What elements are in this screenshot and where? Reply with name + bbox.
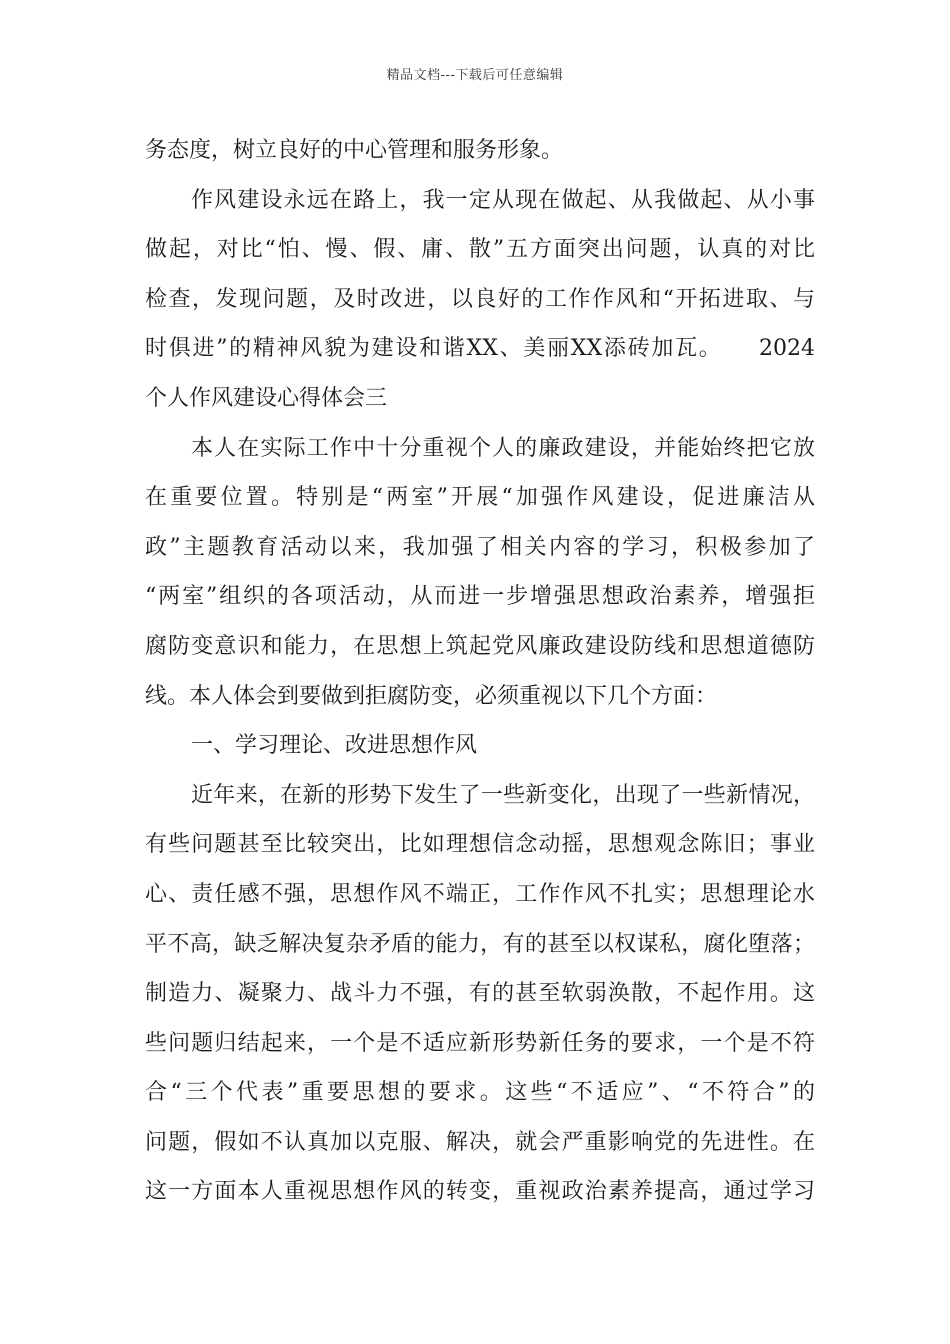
text-line: 平不高，缺乏解决复杂矛盾的能力，有的甚至以权谋私，腐化堕落；: [145, 931, 815, 957]
text-line: 近年来，在新的形势下发生了一些新变化，出现了一些新情况，: [191, 782, 815, 808]
text-line: 问题，假如不认真加以克服、解决，就会严重影响党的先进性。在: [145, 1129, 815, 1155]
body-text: [145, 126, 815, 1217]
text-line: 制造力、凝聚力、战斗力不强，有的甚至软弱涣散，不起作用。这: [145, 981, 815, 1007]
text-line: 做起，对比“怕、慢、假、庸、散”五方面突出问题，认真的对比: [145, 237, 815, 263]
text-line: 作风建设永远在路上，我一定从现在做起、从我做起、从小事: [191, 187, 815, 213]
page-header: 精品文档---下载后可任意编辑: [386, 68, 564, 83]
text-line: 一、学习理论、改进思想作风: [191, 733, 478, 759]
text-line: 个人作风建设心得体会三: [145, 385, 388, 411]
text-line: 线。本人体会到要做到拒腐防变，必须重视以下几个方面：: [145, 683, 718, 709]
text-line: 这一方面本人重视思想作风的转变，重视政治素养提高，通过学习: [145, 1179, 815, 1205]
text-line: “两室”组织的各项活动，从而进一步增强思想政治素养，增强拒: [145, 584, 815, 610]
text-line: 腐防变意识和能力，在思想上筑起党风廉政建设防线和思想道德防: [145, 633, 815, 659]
text-line: 本人在实际工作中十分重视个人的廉政建设，并能始终把它放: [191, 435, 815, 461]
text-line: 务态度，树立良好的中心管理和服务形象。: [145, 138, 564, 163]
text-line: 时俱进”的精神风貌为建设和谐XX、美丽XX添砖加瓦。 2024: [145, 336, 815, 362]
text-line: 检查，发现问题，及时改进，以良好的工作作风和“开拓进取、与: [145, 286, 815, 312]
text-line: 心、责任感不强，思想作风不端正，工作作风不扎实；思想理论水: [145, 881, 815, 907]
text-line: 些问题归结起来，一个是不适应新形势新任务的要求，一个是不符: [145, 1030, 815, 1056]
text-line: 合“三个代表”重要思想的要求。这些“不适应”、“不符合”的: [145, 1080, 815, 1106]
text-line: 政”主题教育活动以来，我加强了相关内容的学习，积极参加了: [145, 534, 815, 560]
text-line: 在重要位置。特别是“两室”开展“加强作风建设，促进廉洁从: [145, 485, 815, 511]
text-line: 有些问题甚至比较突出，比如理想信念动摇，思想观念陈旧；事业: [145, 832, 815, 858]
